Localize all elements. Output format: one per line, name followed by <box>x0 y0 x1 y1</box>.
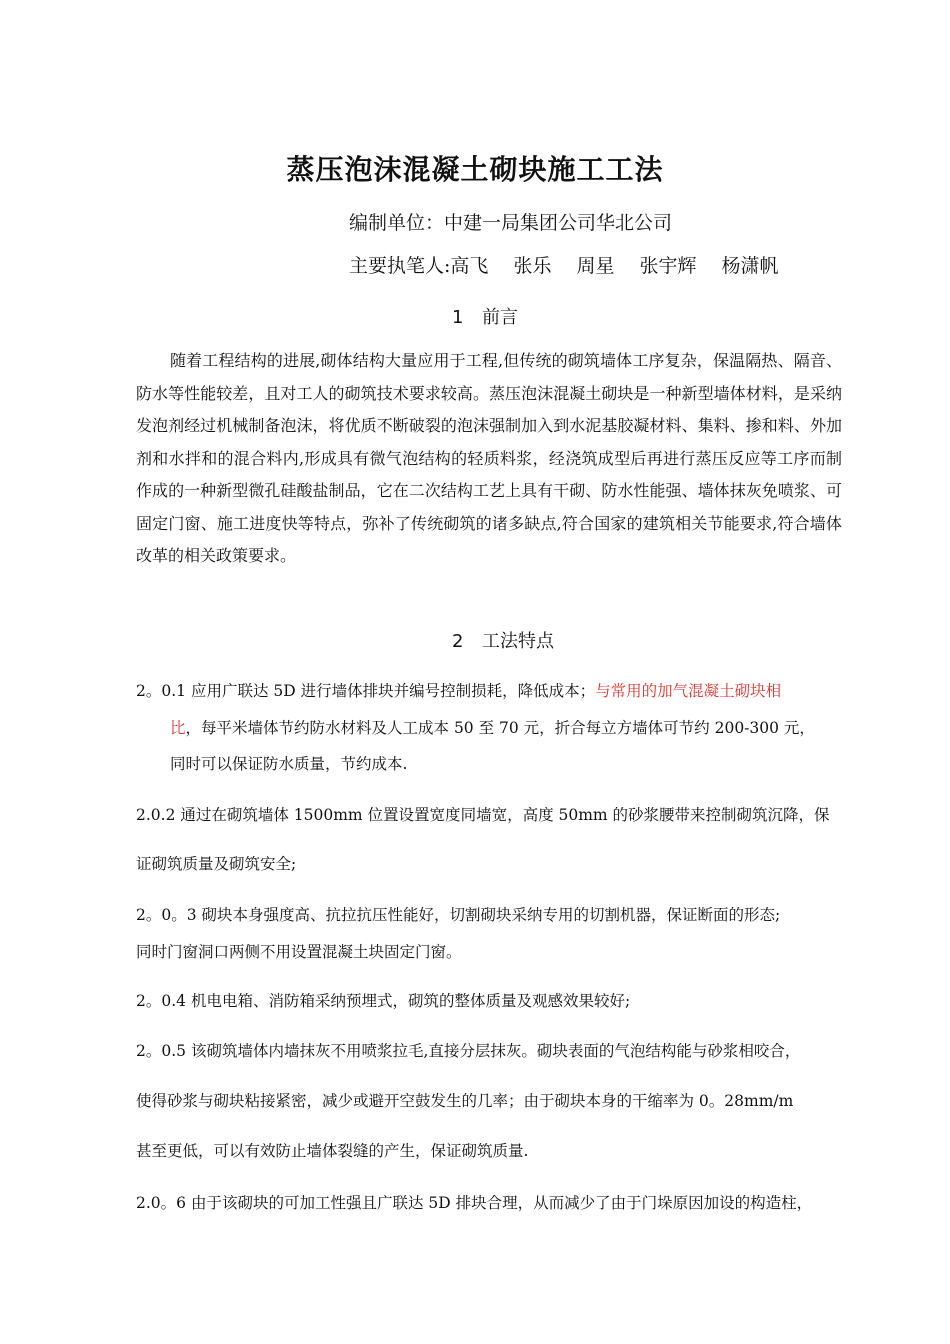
item-2-0-4-line: 2。0.4 机电电箱、消防箱采纳预埋式，砌筑的整体质量及观感效果较好; <box>136 992 631 1010</box>
highlighted-text: 与常用的加气混凝土砌块相 <box>595 682 782 700</box>
item-2-0-1-line: 同时可以保证防水质量，节约成本. <box>170 755 408 773</box>
item-2-0-1-line <box>136 679 781 701</box>
highlighted-text: 比 <box>170 719 186 737</box>
item-text: ，每平米墙体节约防水材料及人工成本 50 至 70 元，折合每立方墙体可节约 200-300 元， <box>185 719 815 737</box>
section-title: 工法特点 <box>482 631 554 652</box>
section-number: 1 <box>452 307 464 328</box>
section-1-heading <box>452 303 518 329</box>
item-2-0-1-line <box>170 716 815 738</box>
item-2-0-5-line: 甚至更低，可以有效防止墙体裂缝的产生，保证砌筑质量. <box>136 1142 529 1160</box>
item-2-0-2-line: 2.0.2 通过在砌筑墙体 1500mm 位置设置宽度同墙宽，高度 50mm 的砂浆腰带来控制砌筑沉降，保 <box>136 806 830 824</box>
item-2-0-5-line: 使得砂浆与砌块粘接紧密，减少或避开空鼓发生的几率；由于砌块本身的干缩率为 0。28mm/m <box>136 1092 794 1110</box>
authors: 主要执笔人:高飞 张乐 周星 张宇辉 杨潇帆 <box>349 255 779 277</box>
item-2-0-3-line: 同时门窗洞口两侧不用设置混凝土块固定门窗。 <box>136 943 462 961</box>
item-2-0-2-line: 证砌筑质量及砌筑安全; <box>136 855 297 873</box>
intro-paragraph: 随着工程结构的进展,砌体结构大量应用于工程,但传统的砌筑墙体工序复杂，保温隔热、隔音、防水等性能较差，且对工人的砌筑技术要求较高。蒸压泡沫混凝土砌块是一种新型墙体材料，是采纳发泡剂经过机械制备泡沫，将优质不断破裂的泡沫强制加入到水泥基胶凝材料、集料、掺和料、外加剂和水拌和的混合料内,形成具有微气泡结构的轻质料浆，经浇筑成型后再进行蒸压反应等工序而制作成的一种新型微孔硅酸盐制品，它在二次结构工艺上具有干砌、防水性能强、墙体抹灰免喷浆、可固定门窗、施工进度快等特点，弥补了传统砌筑的诸多缺点,符合国家的建筑相关节能要求,符合墙体改革的相关政策要求。 <box>136 351 842 565</box>
item-text: 2。0.1 应用广联达 5D 进行墙体排块并编号控制损耗，降低成本； <box>136 682 596 700</box>
item-2-0-6-line: 2.0。6 由于该砌块的可加工性强且广联达 5D 排块合理，从而减少了由于门垛原因加设的构造柱， <box>136 1194 813 1212</box>
section-2-heading <box>452 627 554 653</box>
section-number: 2 <box>452 631 464 652</box>
item-2-0-5-line: 2。0.5 该砌筑墙体内墙抹灰不用喷浆拉毛,直接分层抹灰。砌块表面的气泡结构能与砂浆相咬合， <box>136 1042 801 1060</box>
item-2-0-3-line: 2。0。3 砌块本身强度高、抗拉抗压性能好，切割砌块采纳专用的切割机器，保证断面的形态; <box>136 906 781 924</box>
compiling-unit: 编制单位：中建一局集团公司华北公司 <box>349 212 673 234</box>
document-title: 蒸压泡沫混凝土砌块施工工法 <box>286 153 664 186</box>
section-title: 前言 <box>482 307 518 328</box>
